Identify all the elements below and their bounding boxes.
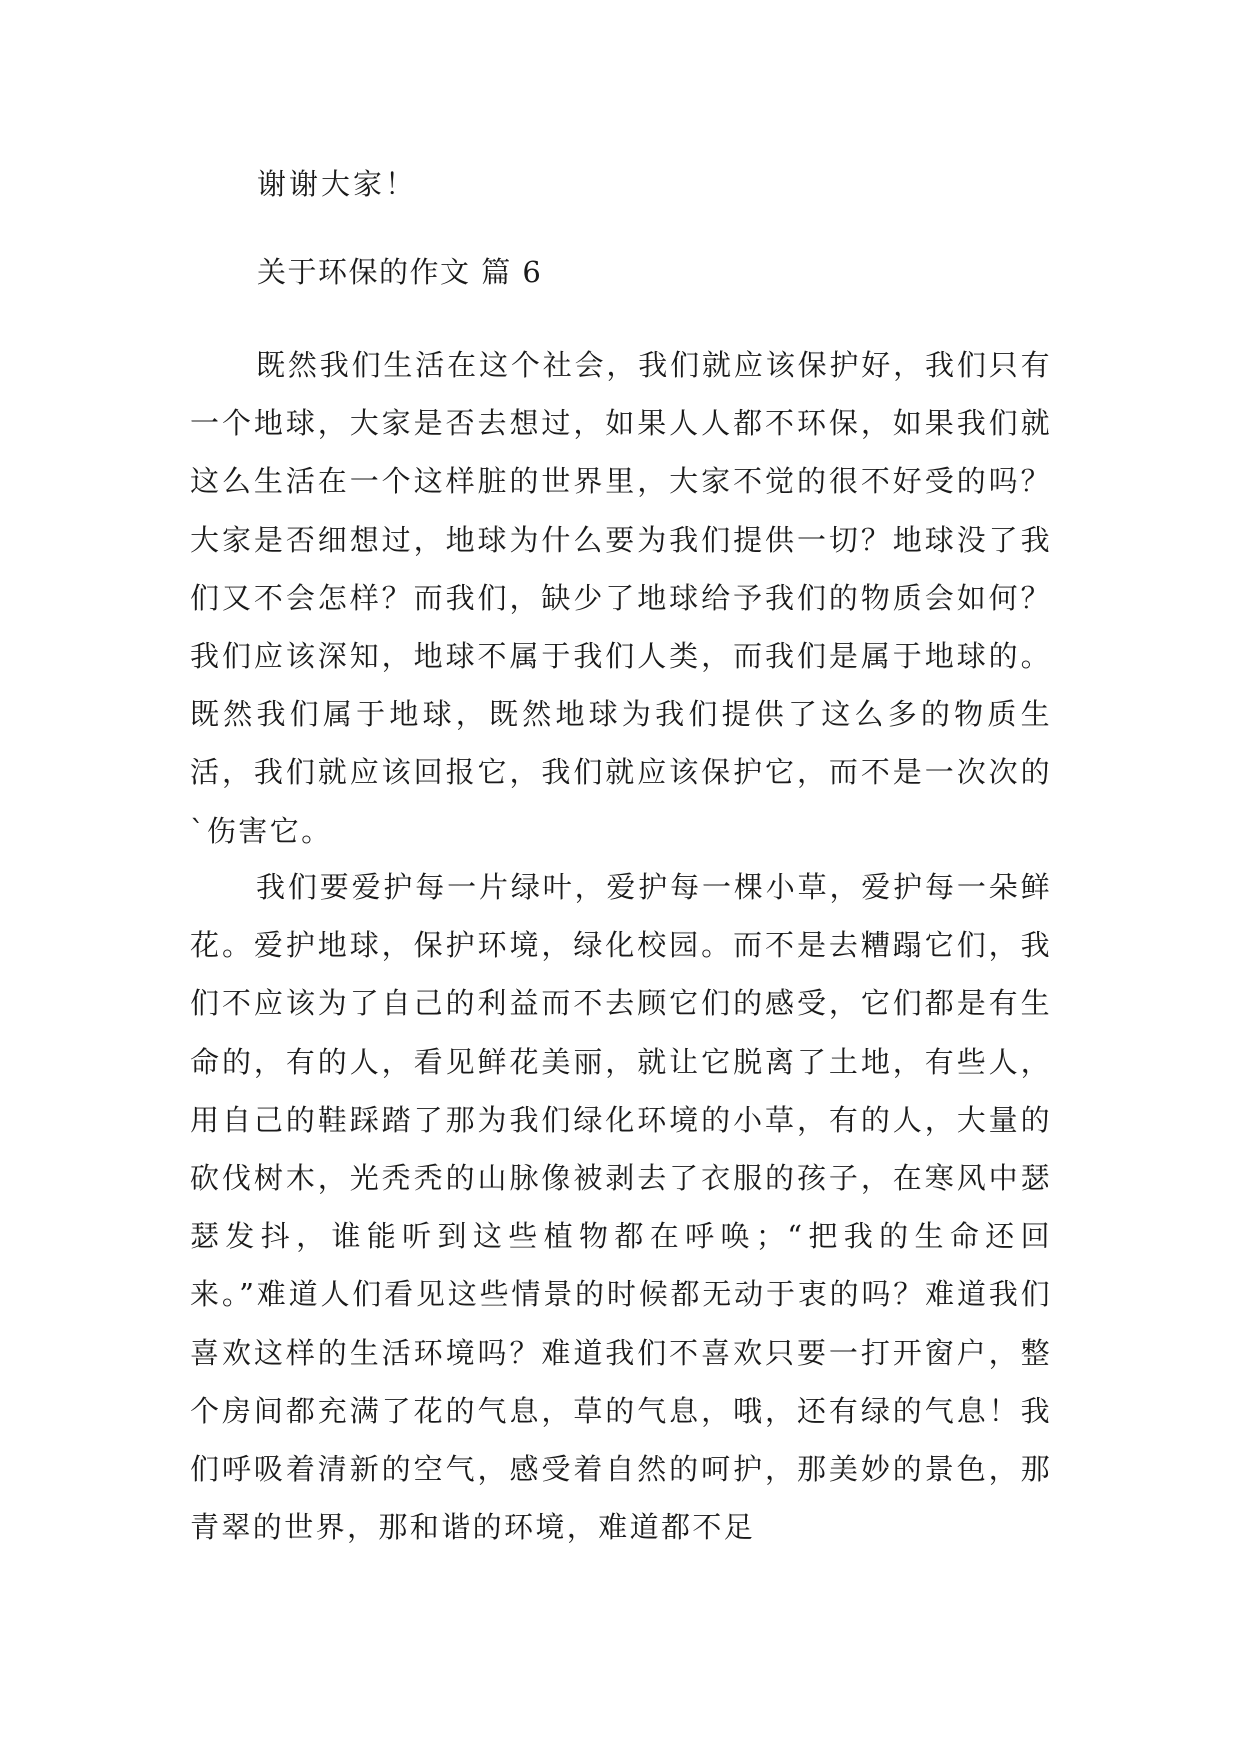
closing-line: 谢谢大家！ bbox=[257, 167, 418, 201]
paragraph-2: 我们要爱护每一片绿叶，爱护每一棵小草，爱护每一朵鲜花。爱护地球，保护环境，绿化校园。而不是去糟蹋它们，我们不应该为了自己的利益而不去顾它们的感受，它们都是有生命的，有的人，看见鲜花美丽，就让它脱离了土地，有些人，用自己的鞋踩踏了那为我们绿化环境的小草，有的人，大量的砍伐树木，光秃秃的山脉像被剥去了衣服的孩子，在寒风中瑟瑟发抖，谁能听到这些植物都在呼唤；“把我的生命还回来。”难道人们看见这些情景的时候都无动于衷的吗？难道我们喜欢这样的生活环境吗？难道我们不喜欢只要一打开窗户，整个房间都充满了花的气息，草的气息，哦，还有绿的气息！我们呼吸着清新的空气，感受着自然的呵护，那美妙的景色，那青翠的世界，那和谐的环境，难道都不足 bbox=[190, 870, 1052, 1545]
paragraph-1: 既然我们生活在这个社会，我们就应该保护好，我们只有一个地球，大家是否去想过，如果人人都不环保，如果我们就这么生活在一个这样脏的世界里，大家不觉的很不好受的吗？大家是否细想过，地球为什么要为我们提供一切？地球没了我们又不会怎样？而我们，缺少了地球给予我们的物质会如何？我们应该深知，地球不属于我们人类，而我们是属于地球的。既然我们属于地球，既然地球为我们提供了这么多的物质生活，我们就应该回报它，我们就应该保护它，而不是一次次的`伤害它。 bbox=[190, 348, 1052, 848]
essay-heading: 关于环保的作文 篇 6 bbox=[257, 255, 543, 289]
